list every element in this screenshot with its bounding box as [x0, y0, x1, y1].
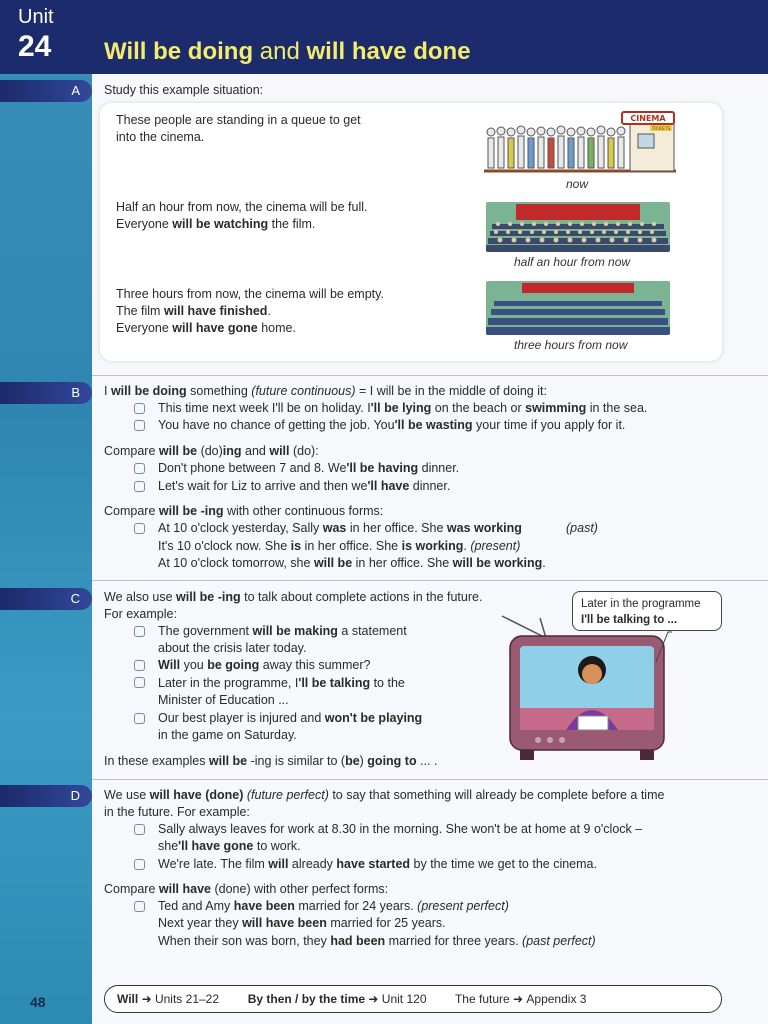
d-example-5: When their son was born, they had been married for three years. (past perfect) — [158, 934, 596, 948]
c-example-2: Will you be going away this summer? — [158, 658, 371, 672]
divider-c — [92, 580, 768, 581]
b-example-4: Let's wait for Liz to arrive and then we'll have dinner. — [158, 479, 451, 493]
c-example-4-line2: in the game on Saturday. — [158, 728, 297, 742]
a-p2-line1: Half an hour from now, the cinema will be full. — [116, 200, 368, 214]
a-p3-line3: Everyone will have gone home. — [116, 321, 296, 335]
section-tab-a: A — [0, 80, 92, 102]
c-bullet-1 — [134, 626, 145, 637]
ref-by-then[interactable]: By then / by the time ➜ Unit 120 — [247, 992, 427, 1006]
d-bullet-2 — [134, 859, 145, 870]
b-bullet-3 — [134, 463, 145, 474]
a-p1-line2: into the cinema. — [116, 130, 205, 144]
d-bullet-3 — [134, 901, 145, 912]
unit-label: Unit — [18, 6, 54, 28]
queue-people — [487, 126, 625, 168]
caption-now: now — [566, 177, 589, 191]
d-intro: We use will have (done) (future perfect) to say that something will already be complete before a time — [104, 788, 665, 802]
c-intro: We also use will be -ing to talk about complete actions in the future. — [104, 590, 483, 604]
c-example-4: Our best player is injured and won't be playing — [158, 711, 423, 725]
d-intro-2: in the future. For example: — [104, 805, 250, 819]
section-a-intro: Study this example situation: — [104, 83, 264, 97]
section-tab-b: B — [0, 382, 92, 404]
c-bullet-2 — [134, 660, 145, 671]
title-part1: Will be doing — [104, 38, 254, 65]
b-bullet-1 — [134, 403, 145, 414]
b-compare-2: Compare will be -ing with other continuous forms: — [104, 504, 384, 518]
a-p2-line2: Everyone will be watching the film. — [116, 217, 316, 231]
caption-three-hours: three hours from now — [514, 338, 628, 352]
bubble-line2: I'll be talking to ... — [581, 614, 678, 626]
page-title — [104, 38, 471, 66]
b-example-6: It's 10 o'clock now. She is in her office. She is working. (present) — [158, 539, 521, 553]
c-bullet-4 — [134, 713, 145, 724]
d-example-2: We're late. The film will already have started by the time we get to the cinema. — [158, 857, 597, 871]
b-definition: I will be doing something (future continuous) = I will be in the middle of doing it: — [104, 384, 547, 398]
bubble-line1: Later in the programme — [581, 598, 701, 610]
cinema-sign: CINEMA — [630, 114, 666, 123]
a-p3-line1: Three hours from now, the cinema will be empty. — [116, 287, 384, 301]
d-bullet-1 — [134, 824, 145, 835]
section-tab-d: D — [0, 785, 92, 807]
c-intro-2: For example: — [104, 607, 177, 621]
empty-cinema-illustration — [486, 281, 670, 335]
b-example-3: Don't phone between 7 and 8. We'll be having dinner. — [158, 461, 460, 475]
speech-bubble — [572, 591, 722, 631]
tv-illustration — [496, 612, 672, 768]
divider-b — [92, 375, 768, 376]
divider-d — [92, 779, 768, 780]
b-example-5: At 10 o'clock yesterday, Sally was in her office. She was working — [158, 521, 522, 535]
section-tab-c: C — [0, 588, 92, 610]
a-p1-line1: These people are standing in a queue to get — [116, 113, 361, 127]
b-bullet-2 — [134, 420, 145, 431]
c-example-1: The government will be making a statement — [158, 624, 407, 638]
ref-will[interactable]: Will ➜ Units 21–22 — [117, 992, 220, 1006]
title-part2: will have done — [306, 38, 471, 65]
c-example-1-line2: about the crisis later today. — [158, 641, 307, 655]
c-example-3: Later in the programme, I'll be talking to the — [158, 676, 405, 690]
d-example-4: Next year they will have been married for 25 years. — [158, 916, 446, 930]
b-bullet-4 — [134, 481, 145, 492]
full-cinema-illustration — [486, 202, 670, 252]
queue-illustration — [484, 110, 676, 176]
d-example-3: Ted and Amy have been married for 24 years. (present perfect) — [158, 899, 509, 913]
b-bullet-5 — [134, 523, 145, 534]
header-bar — [0, 0, 768, 74]
unit-number: 24 — [18, 30, 52, 63]
c-example-3-line2: Minister of Education ... — [158, 693, 289, 707]
d-compare: Compare will have (done) with other perfect forms: — [104, 882, 389, 896]
cross-reference-bar — [104, 985, 722, 1013]
side-strip — [0, 0, 92, 1024]
caption-half-hour: half an hour from now — [514, 255, 631, 269]
b-example-7: At 10 o'clock tomorrow, she will be in her office. She will be working. — [158, 556, 546, 570]
d-example-1-line2: she'll have gone to work. — [158, 839, 301, 853]
page-number: 48 — [30, 994, 46, 1010]
tickets-sign: TICKETS — [651, 127, 671, 132]
ref-the-future[interactable]: The future ➜ Appendix 3 — [454, 992, 587, 1006]
b-example-1: This time next week I'll be on holiday. I'll be lying on the beach or swimming in the sea. — [158, 401, 648, 415]
c-bullet-3 — [134, 677, 145, 688]
title-and: and — [253, 38, 307, 65]
b-past-label: (past) — [566, 521, 598, 535]
c-summary: In these examples will be -ing is similar to (be) going to ... . — [104, 754, 438, 768]
b-example-2: You have no chance of getting the job. You'll be wasting your time if you apply for it. — [158, 418, 626, 432]
a-p3-line2: The film will have finished. — [116, 304, 271, 318]
d-example-1: Sally always leaves for work at 8.30 in the morning. She won't be at home at 9 o'clock – — [158, 822, 643, 836]
b-compare-1: Compare will be (do)ing and will (do): — [104, 444, 319, 458]
